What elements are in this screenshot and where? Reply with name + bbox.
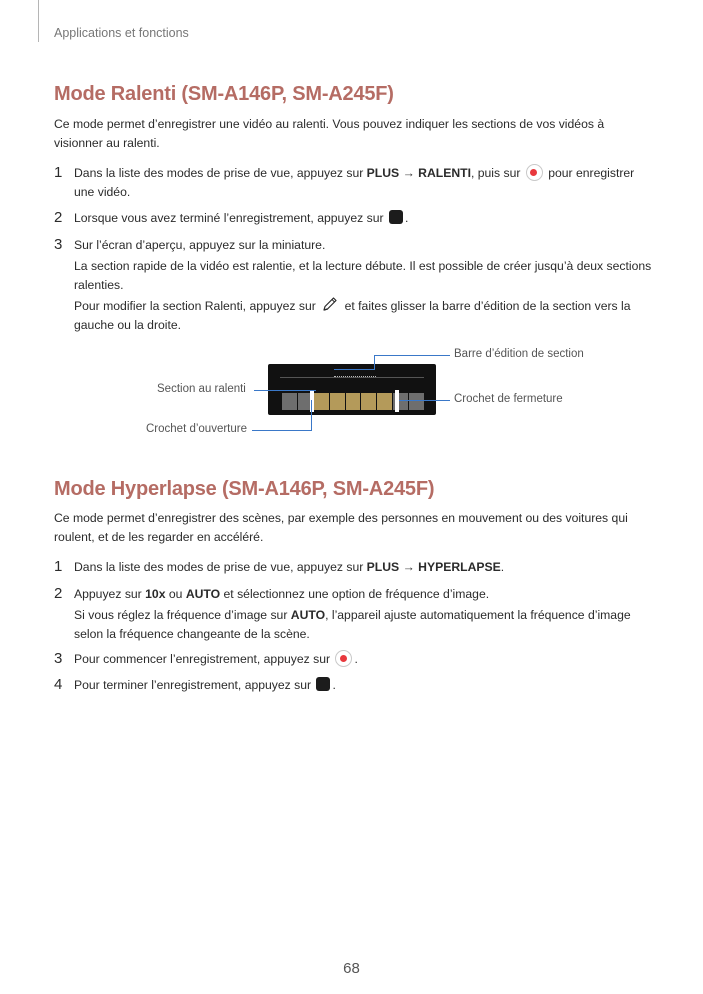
step-text: Pour commencer l’enregistrement, appuyez sur .	[74, 652, 358, 666]
section-title-hyperlapse: Mode Hyperlapse (SM-A146P, SM-A245F)	[54, 478, 435, 500]
step-number: 2	[54, 209, 63, 226]
thumbnail-frame	[346, 393, 361, 410]
thumbnail-frame	[282, 393, 297, 410]
step-2-slow-motion	[54, 209, 654, 228]
step-text: Pour terminer l’enregistrement, appuyez sur .	[74, 678, 336, 692]
label-edit-bar: Barre d’édition de section	[454, 348, 584, 360]
callout-line	[254, 390, 316, 391]
step-1-slow-motion	[54, 164, 654, 202]
page-number: 68	[343, 960, 360, 977]
record-button-icon	[335, 650, 352, 667]
label-open-bracket: Crochet d’ouverture	[146, 423, 247, 435]
thumbnail-frame	[314, 393, 329, 410]
section-title-slow-motion: Mode Ralenti (SM-A146P, SM-A245F)	[54, 83, 394, 105]
closing-bracket-handle	[395, 390, 399, 412]
record-button-icon	[526, 164, 543, 181]
keyword-ralenti: RALENTI	[418, 166, 471, 180]
running-header: Applications et fonctions	[54, 26, 189, 40]
keyword-plus: PLUS	[366, 166, 400, 180]
stop-button-icon	[389, 210, 403, 224]
section-intro-slow-motion: Ce mode permet d’enregistrer une vidéo au ralenti. Vous pouvez indiquer les sections de vos vidéos à visionner au ralenti.	[54, 117, 605, 150]
callout-line	[311, 400, 312, 431]
step-number: 3	[54, 650, 63, 667]
callout-line	[334, 369, 375, 370]
label-slow-section: Section au ralenti	[157, 383, 246, 395]
step-text: Sur l’écran d’aperçu, appuyez sur la miniature.	[74, 238, 326, 252]
step-number: 1	[54, 164, 63, 181]
step-number: 3	[54, 236, 63, 253]
thumbnail-frame	[377, 393, 392, 410]
callout-line	[399, 400, 450, 401]
keyword-plus: PLUS	[366, 560, 400, 574]
keyword-auto: AUTO	[185, 587, 221, 601]
step-4-hyperlapse	[54, 676, 654, 695]
edit-pen-icon	[321, 297, 339, 313]
callout-line	[374, 355, 375, 369]
step-3-slow-motion	[54, 236, 654, 335]
keyword-auto: AUTO	[290, 608, 326, 622]
thumbnail-frame	[361, 393, 376, 410]
step-number: 1	[54, 558, 63, 575]
keyword-hyperlapse: HYPERLAPSE	[418, 560, 501, 574]
keyword-10x: 10x	[145, 587, 166, 601]
stop-button-icon	[316, 677, 330, 691]
section-edit-bar	[334, 376, 376, 379]
thumbnail-strip	[282, 393, 424, 410]
step-text: Dans la liste des modes de prise de vue, appuyez sur PLUS → HYPERLAPSE.	[74, 560, 505, 574]
callout-line	[252, 430, 312, 431]
step-number: 2	[54, 585, 63, 602]
step-text: Appuyez sur 10x ou AUTO et sélectionnez une option de fréquence d’image.	[74, 587, 490, 601]
step-subtext: La section rapide de la vidéo est ralentie, et la lecture débute. Il est possible de créer jusqu’à deux sections ralenties.	[74, 259, 652, 292]
step-text: Dans la liste des modes de prise de vue, appuyez sur PLUS → RALENTI, puis sur pour enregistrer une vidéo.	[74, 166, 635, 199]
callout-line	[374, 355, 450, 356]
thumbnail-frame	[330, 393, 345, 410]
step-2-hyperlapse	[54, 585, 654, 644]
step-1-hyperlapse	[54, 558, 654, 577]
step-text: Lorsque vous avez terminé l’enregistrement, appuyez sur .	[74, 211, 409, 225]
section-intro-hyperlapse: Ce mode permet d’enregistrer des scènes, par exemple des personnes en mouvement ou des voitures qui roulent, et de les regarder en accéléré.	[54, 511, 628, 544]
step-subtext: Pour modifier la section Ralenti, appuyez sur et faites glisser la barre d’édition de la section vers la gauche ou la droite.	[74, 299, 631, 332]
step-number: 4	[54, 676, 63, 693]
step-subtext: Si vous réglez la fréquence d’image sur AUTO, l’appareil ajuste automatiquement la fréquence d’image selon la fréquence changeante de la scène.	[74, 608, 631, 641]
header-rule	[38, 0, 39, 42]
step-3-hyperlapse	[54, 650, 654, 669]
thumbnail-frame	[409, 393, 424, 410]
label-close-bracket: Crochet de fermeture	[454, 393, 563, 405]
